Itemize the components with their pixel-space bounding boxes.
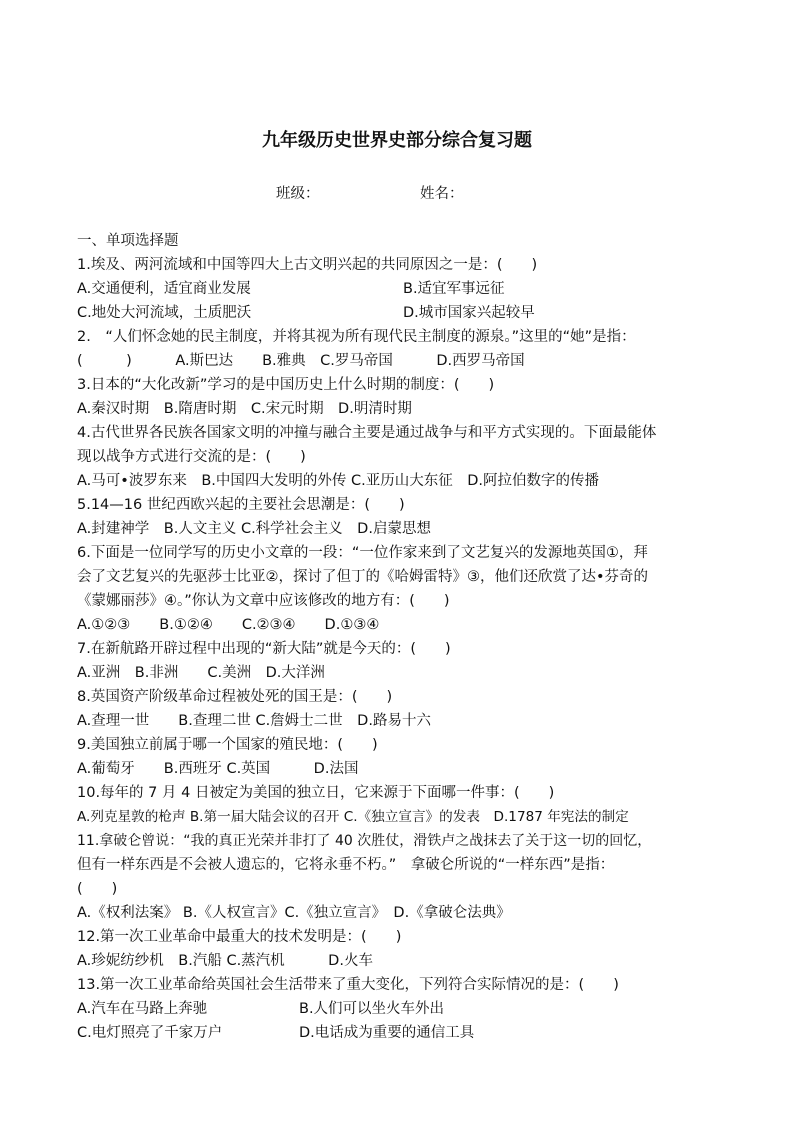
- question-3: 3.日本的“大化改新”学习的是中国历史上什么时期的制度：( ): [77, 377, 495, 393]
- question-12: 12.第一次工业革命中最重大的技术发明是：( ): [77, 929, 402, 945]
- question-2-options: ( ) A.斯巴达 B.雅典 C.罗马帝国 D.西罗马帝国: [77, 353, 525, 369]
- question-11-options: A.《权利法案》 B.《人权宣言》C.《独立宣言》 D.《拿破仑法典》: [77, 905, 511, 921]
- question-6: 6.下面是一位同学写的历史小文章的一段：“一位作家来到了文艺复兴的发源地英国①，拜: [77, 545, 648, 561]
- name-label: 姓名：: [420, 186, 464, 202]
- q13-option-b: B.人们可以坐火车外出: [299, 1001, 445, 1017]
- question-6-options: A.①②③ B.①②④ C.②③④ D.①③④: [77, 617, 380, 633]
- question-4-options: A.马可•波罗东来 B.中国四大发明的外传 C.亚历山大东征 D.阿拉伯数字的传播: [77, 473, 599, 489]
- question-10: 10.每年的 7 月 4 日被定为美国的独立日，它来源于下面哪一件事：( ): [77, 785, 555, 801]
- question-5-options: A.封建神学 B.人文主义 C.科学社会主义 D.启蒙思想: [77, 521, 431, 537]
- question-12-options: A.珍妮纺纱机 B.汽船 C.蒸汽机 D.火车: [77, 953, 373, 969]
- q13-option-c: C.电灯照亮了千家万户: [77, 1025, 223, 1041]
- page-title: 九年级历史世界史部分综合复习题: [262, 130, 532, 151]
- question-7: 7.在新航路开辟过程中出现的“新大陆”就是今天的：( ): [77, 641, 451, 657]
- question-6-cont-2: 《蒙娜丽莎》④。”你认为文章中应该修改的地方有：( ): [77, 593, 450, 609]
- question-11-blank: ( ): [77, 881, 118, 897]
- question-5: 5.14—16 世纪西欧兴起的主要社会思潮是：( ): [77, 497, 405, 513]
- question-10-options: A.列克星敦的枪声 B.第一届大陆会议的召开 C.《独立宣言》的发表 D.1787 年宪法的制定: [77, 809, 629, 825]
- question-11-cont: 但有一样东西是不会被人遗忘的，它将永垂不朽。” 拿破仑所说的“一样东西”是指：: [77, 857, 615, 873]
- section-heading: 一、单项选择题: [77, 233, 179, 249]
- question-1: 1.埃及、两河流域和中国等四大上古文明兴起的共同原因之一是：( ): [77, 257, 538, 273]
- question-9: 9.美国独立前属于哪一个国家的殖民地：( ): [77, 737, 378, 753]
- question-8-options: A.查理一世 B.查理二世 C.詹姆士二世 D.路易十六: [77, 713, 431, 729]
- question-4-cont: 现以战争方式进行交流的是：( ): [77, 449, 306, 465]
- q13-option-d: D.电话成为重要的通信工具: [299, 1025, 475, 1041]
- q1-option-d: D.城市国家兴起较早: [403, 305, 535, 321]
- question-2: 2. “人们怀念她的民主制度，并将其视为所有现代民主制度的源泉。”这里的“她”是指：: [77, 329, 636, 345]
- question-7-options: A.亚洲 B.非洲 C.美洲 D.大洋洲: [77, 665, 325, 681]
- q1-option-b: B.适宜军事远征: [403, 281, 505, 297]
- question-11: 11.拿破仑曾说：“我的真正光荣并非打了 40 次胜仗，滑铁卢之战抹去了关于这一切的回忆，: [77, 833, 652, 849]
- question-3-options: A.秦汉时期 B.隋唐时期 C.宋元时期 D.明清时期: [77, 401, 412, 417]
- question-4: 4.古代世界各民族各国家文明的冲撞与融合主要是通过战争与和平方式实现的。下面最能体: [77, 425, 657, 441]
- question-9-options: A.葡萄牙 B.西班牙 C.英国 D.法国: [77, 761, 359, 777]
- class-label: 班级：: [276, 186, 320, 202]
- q1-option-c: C.地处大河流域，土质肥沃: [77, 305, 252, 321]
- question-13: 13.第一次工业革命给英国社会生活带来了重大变化，下列符合实际情况的是：( ): [77, 977, 619, 993]
- question-8: 8.英国资产阶级革命过程被处死的国王是：( ): [77, 689, 393, 705]
- q1-option-a: A.交通便利，适宜商业发展: [77, 281, 251, 297]
- question-6-cont-1: 会了文艺复兴的先驱莎士比亚②，探讨了但丁的《哈姆雷特》③，他们还欣赏了达•芬奇的: [77, 569, 649, 585]
- q13-option-a: A.汽车在马路上奔驰: [77, 1001, 208, 1017]
